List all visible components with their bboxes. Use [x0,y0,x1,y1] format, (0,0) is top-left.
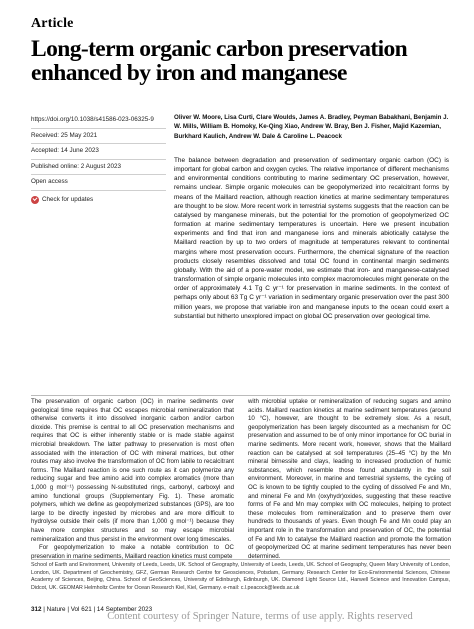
footer-separator: | [43,606,45,613]
article-type-label: Article [31,16,74,31]
body-column-left [31,398,234,561]
body-paragraph: The preservation of organic carbon (OC) in marine sediments over geological time requires that OC escapes microbial remineralization that otherwise converts it into dissolved inorganic carbon and/or carbon dioxide. This premise is central to all OC preservation mechanisms and requires that OC is either inherently stable or is made stable against microbial breakdown. The latter pathway to preservation is most often associated with the interaction of OC with mineral matrices, but other routes may also involve the transformation of OC from labile to recalcitrant forms. The Maillard reaction is one such route as it can polymerize any reducing sugar and free amino acid into complex aromatics (more than 1,000 g mol⁻¹) possessing N-substituted rings, carbonyl, carboxyl and amino functional groups (Supplementary Fig. 1). These aromatic polymers, which we define as geopolymerized substances (GPS), are too large to be directly ingested by microbes and are more difficult to hydrolyse outside their cells (if more than 1,000 g mol⁻¹) because they have more complex structures and so may escape microbial remineralization and thus persist in the environment over long timescales. [31,398,234,543]
check-updates-icon [31,196,39,204]
abstract-text: The balance between degradation and preservation of sedimentary organic carbon (OC) is important for global carbon and oxygen cycles. The relative importance of different mechanisms and environmental conditions contributing to marine sedimentary OC preservation, however, remains unclear. Simple organic molecules can be geopolymerized into recalcitrant forms by means of the Maillard reaction, although reaction kinetics at marine sedimentary temperatures are thought to be slow. More recent work in terrestrial systems suggests that the reaction can be catalysed by manganese minerals, but the potential for the promotion of geopolymerized OC formation at marine sedimentary temperatures is uncertain. Here we present incubation experiments and find that iron and manganese ions and minerals abiotically catalyse the Maillard reaction by up to two orders of magnitude at temperatures relevant to continental margins where most preservation occurs. Furthermore, the chemical signature of the reaction products closely resembles dissolved and total OC found in continental margin sediments globally. With the aid of a pore-water model, we estimate that iron- and manganese-catalysed transformation of simple organic molecules into complex macromolecules might generate on the order of approximately 4.1 Tg C yr⁻¹ for preservation in marine sediments. In the context of perhaps only about 63 Tg C yr⁻¹ variation in sedimentary organic preservation over the past 300 million years, we propose that variable iron and manganese inputs to the ocean could exert a substantial but hitherto unexplored impact on global OC preservation over geological time. [174,157,449,320]
section-divider [31,395,450,396]
body-paragraph: For geopolymerization to make a notable contribution to OC preservation in marine sediments, Maillard reaction kinetics must compete [31,544,234,560]
accepted-date: Accepted: 14 June 2023 [31,144,166,160]
received-date: Received: 25 May 2021 [31,129,166,145]
published-date: Published online: 2 August 2023 [31,160,166,176]
paper-title: Long-term organic carbon preservation enhanced by iron and manganese [31,36,408,86]
body-paragraph: with microbial uptake or remineralization of reducing sugars and amino acids. Maillard reaction kinetics at marine sediment temperatures (around 10 °C), however, are thought to be extremely slow. As a result, geopolymerization has been largely discounted as a mechanism for OC preservation and assumed to be of only minor importance for OC burial in marine sediments. More recent work, however, shows that the Maillard reaction can be catalysed at soil temperatures (25–45 °C) by the Mn mineral birnessite and clays, leading to increased production of humic substances, which resemble those found abundantly in the soil environment. Moreover, in marine and terrestrial systems, the cycling of OC is known to be tightly coupled to the cycling of dissolved Fe and Mn, and mineral Fe and Mn (oxyhydr)oxides, suggesting that these reactive forms of Fe and Mn may complex with OC molecules, helping to protect these molecules from remineralization and to preserve them over hundreds to thousands of years. Even though Fe and Mn could play an important role in the transformation and preservation of OC, the potential of Fe and Mn to catalyse the Maillard reaction and promote the formation of geopolymerized OC at marine sediment temperatures has never been determined. [248,398,451,560]
doi-link[interactable]: https://doi.org/10.1038/s41586-023-06325-9 [31,113,166,129]
body-column-right [248,398,451,561]
footer-separator: | [67,606,69,613]
affiliations-divider [31,559,450,560]
author-list: Oliver W. Moore, Lisa Curti, Clare Woulds, James A. Bradley, Peyman Babakhani, Benjamin J. W. Mills, William B. Homoky, Ke-Qing Xiao, Andrew W. Bray, Ben J. Fisher, Majid Kazemian, Burkhard Kaulich, Andrew W. Dale & Caroline L. Peacock [174,114,449,140]
check-updates-label: Check for updates [42,196,94,204]
affiliations: School of Earth and Environment, University of Leeds, Leeds, UK. School of Geography, University of Leeds, Leeds, UK. School of Geography, Queen Mary University of London, London, UK. Department of Geochemistry, GFZ, German Research Centre for Geosciences, Potsdam, Germany. Research Center for Eco-Environmental Sciences, Chinese Academy of Sciences, Beijing, China. School of GeoSciences, University of Edinburgh, Edinburgh, UK. Diamond Light Source Ltd., Harwell Science and Innovation Campus, Didcot, UK. GEOMAR Helmholtz Centre for Ocean Research Kiel, Kiel, Germany. e-mail: c.l.peacock@leeds.ac.uk [31,562,450,591]
footer-separator: | [93,606,96,613]
copyright-watermark: Content courtesy of Springer Nature, terms of use apply. Rights reserved [107,611,413,622]
journal-name: Nature [46,606,66,613]
open-access-label: Open access [31,175,166,191]
check-updates-link[interactable] [31,191,166,207]
journal-volume: Vol 621 [70,606,92,613]
article-meta-panel [31,113,166,206]
abstract [174,156,449,321]
page-number: 312 [31,606,42,613]
issue-date: 14 September 2023 [96,606,153,613]
